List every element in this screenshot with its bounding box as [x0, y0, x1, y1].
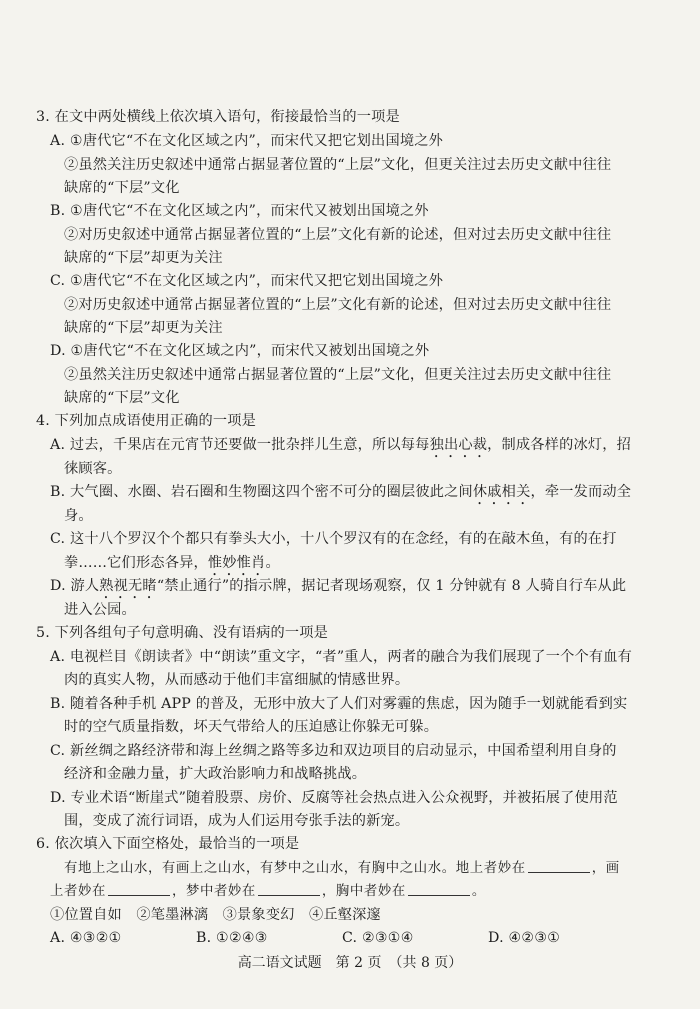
q4-option-d-line1 — [50, 576, 626, 602]
q4-b-pre: B. 大气圈、水圈、岩石圈和生物圈这四个密不可分的圈层彼此之间 — [50, 484, 473, 500]
q5-option-b-line1: B. 随着各种手机 APP 的普及，无形中放大了人们对雾霾的焦虑，因为随手一划就能看到实 — [50, 696, 628, 712]
q6-option-b: B. ①②④③ — [196, 930, 268, 946]
q5-option-d-line2: 围，变成了流行词语，成为人们运用夸张手法的新宠。 — [64, 813, 410, 829]
q3-option-a-line1: A. ①唐代它“不在文化区域之内”，而宋代又把它划出国境之外 — [50, 133, 443, 149]
q5-option-a-line1: A. 电视栏目《朗读者》中“朗读”重文字，“者”重人，两者的融合为我们展现了一个个有血有 — [50, 649, 633, 665]
q4-stem: 4. 下列加点成语使用正确的一项是 — [36, 413, 257, 429]
q4-a-post: ，制成各样的冰灯，招 — [487, 437, 632, 453]
q6-items: ①位置自如 ②笔墨淋漓 ③景象变幻 ④丘壑深邃 — [50, 907, 381, 923]
q6-passage-text2b: ，梦中者妙在 — [171, 884, 256, 899]
q3-option-d-line1: D. ①唐代它“不在文化区域之内”，而宋代又被划出国境之外 — [50, 343, 430, 359]
q3-option-a-line3: 缺席的“下层”文化 — [64, 180, 180, 196]
q3-option-b-line2: ②对历史叙述中通常占据显著位置的“上层”文化有新的论述，但对过去历史文献中往往 — [64, 227, 612, 243]
q5-option-b-line2: 时的空气质量指数，坏天气带给人的压迫感让你躲无可躲。 — [64, 719, 439, 735]
q6-passage-text2d: 。 — [471, 884, 486, 899]
q6-passage-text2a: 上者妙在 — [50, 884, 106, 899]
q6-option-d: D. ④②③① — [488, 930, 561, 946]
q4-option-b-line1 — [50, 482, 631, 508]
q4-a-idiom: 独出心裁 — [429, 437, 488, 453]
q6-passage-text1-end: ，画 — [591, 861, 620, 876]
q4-d-pre: D. 游人 — [50, 578, 100, 594]
q4-c-pre: 拳……它们形态各异， — [64, 555, 208, 571]
q6-passage-text1: 有地上之山水，有画上之山水，有梦中之山水，有胸中之山水。地上者妙在 — [64, 861, 526, 876]
q3-option-d-line3: 缺席的“下层”文化 — [64, 390, 180, 406]
q3-option-c-line1: C. ①唐代它“不在文化区域之内”，而宋代又把它划出国境之外 — [50, 273, 444, 289]
q6-blank-2 — [108, 881, 170, 896]
q3-option-d-line2: ②虽然关注历史叙述中通常占据显著位置的“上层”文化，但更关注过去历史文献中往往 — [64, 367, 612, 383]
q4-a-pre: A. 过去，千果店在元宵节还要做一批杂拌儿生意，所以每每 — [50, 437, 430, 453]
q3-option-c-line2: ②对历史叙述中通常占据显著位置的“上层”文化有新的论述，但对过去历史文献中往往 — [64, 297, 612, 313]
q6-option-c: C. ②③①④ — [342, 930, 414, 946]
q6-passage-line1 — [64, 858, 620, 879]
q4-option-a-line2: 徕顾客。 — [64, 461, 122, 477]
q3-option-b-line3: 缺席的“下层”却更为关注 — [64, 250, 223, 266]
q4-option-a-line1 — [50, 435, 631, 461]
q6-blank-4 — [408, 881, 470, 896]
q5-option-c-line2: 经济和金融力量，扩大政治影响力和战略挑战。 — [64, 766, 367, 782]
page-footer: 高二语文试题 第 2 页 （共 8 页） — [237, 955, 463, 971]
q6-passage-line2 — [50, 881, 486, 902]
q4-d-post: “禁止通行”的指示牌，据记者现场观察，仅 1 分钟就有 8 人骑自行车从此 — [156, 578, 627, 594]
q6-blank-1 — [528, 858, 590, 873]
q5-stem: 5. 下列各组句子句意明确、没有语病的一项是 — [36, 625, 329, 641]
q5-option-a-line2: 肉的真实人物，从而感动于他们丰富细腻的情感世界。 — [64, 672, 410, 688]
q4-d-idiom: 熟视无睹 — [99, 578, 157, 594]
q4-option-c-line1: C. 这十八个罗汉个个都只有拳头大小，十八个罗汉有的在念经，有的在敲木鱼，有的在打 — [50, 531, 617, 547]
q5-option-c-line1: C. 新丝绸之路经济带和海上丝绸之路等多边和双边项目的启动显示，中国希望利用自身的 — [50, 743, 617, 759]
q4-b-idiom: 休戚相关 — [472, 484, 531, 500]
q4-option-b-line2: 身。 — [64, 508, 93, 524]
q5-option-d-line1: D. 专业术语“断崖式”随着股票、房价、反腐等社会热点进入公众视野，并被拓展了使用范 — [50, 790, 618, 806]
q4-b-post: ，牵一发而动全 — [530, 484, 632, 500]
q3-stem: 3. 在文中两处横线上依次填入语句，衔接最恰当的一项是 — [36, 109, 400, 125]
q6-blank-3 — [258, 881, 320, 896]
q6-stem: 6. 依次填入下面空格处，最恰当的一项是 — [36, 836, 300, 852]
q3-option-a-line2: ②虽然关注历史叙述中通常占据显著位置的“上层”文化，但更关注过去历史文献中往往 — [64, 157, 612, 173]
q3-option-b-line1: B. ①唐代它“不在文化区域之内”，而宋代又被划出国境之外 — [50, 203, 429, 219]
q4-option-d-line2: 进入公园。 — [64, 602, 136, 618]
q3-option-c-line3: 缺席的“下层”却更为关注 — [64, 320, 223, 336]
q6-passage-text2c: ，胸中者妙在 — [321, 884, 406, 899]
q4-c-idiom: 惟妙惟肖 — [207, 555, 266, 571]
q6-option-a: A. ④③②① — [50, 930, 122, 946]
q4-c-post: 。 — [265, 555, 280, 571]
